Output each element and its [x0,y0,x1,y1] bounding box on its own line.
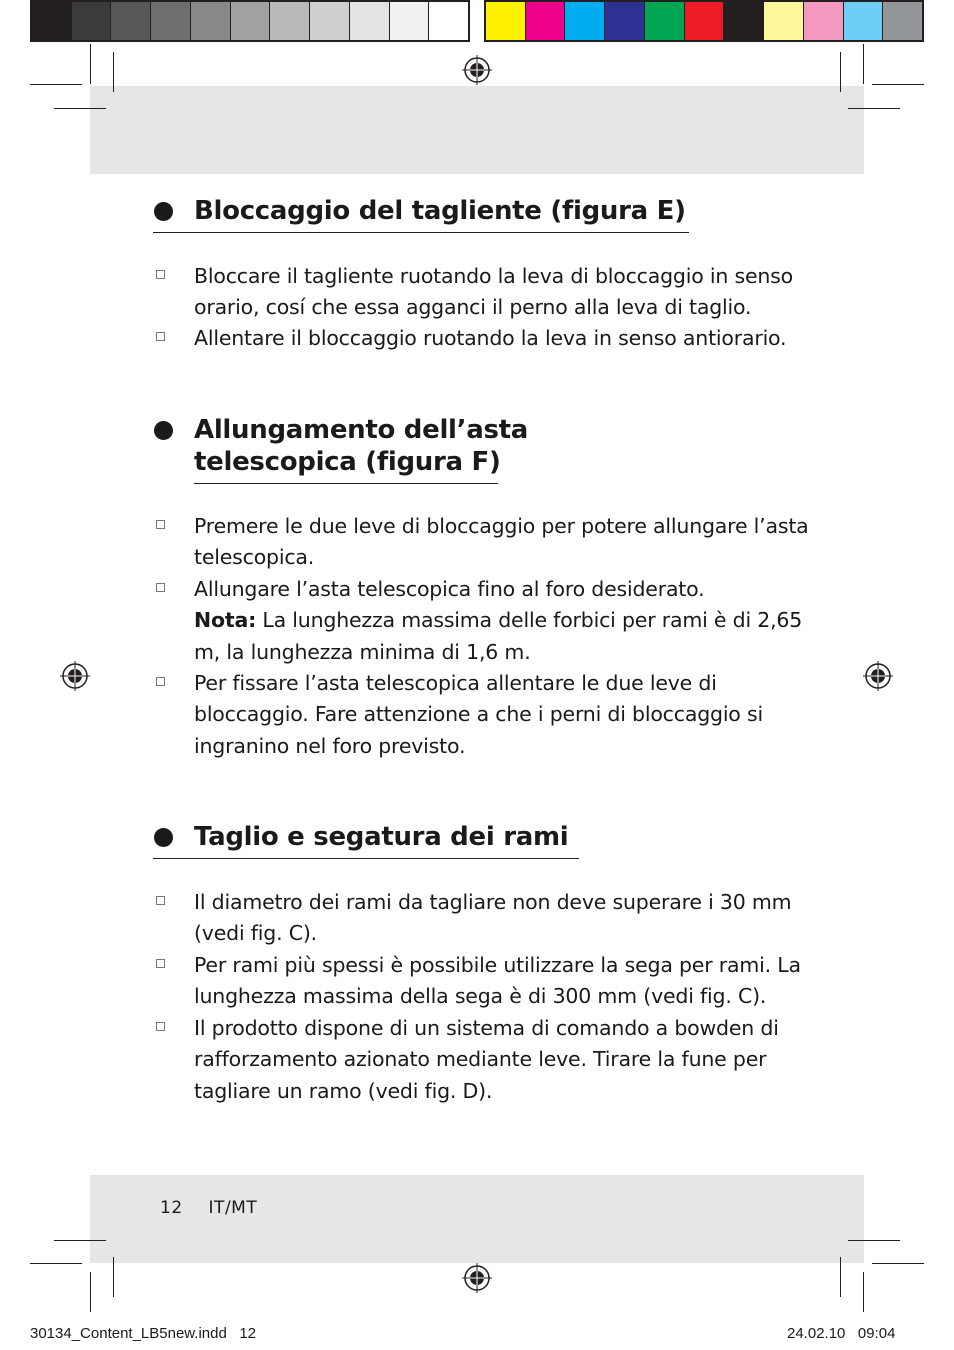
gray-swatch [390,2,430,40]
list-item [156,668,816,762]
gray-swatch [310,2,350,40]
gray-swatch [72,2,112,40]
list-item [156,261,816,324]
gray-swatch [231,2,271,40]
color-swatch [565,2,605,40]
color-swatch [685,2,725,40]
section-title: Taglio e segatura dei rami [194,822,569,852]
section-title-line: telescopica (figura F) [194,447,501,477]
list-item [156,511,816,574]
list-item [156,950,816,1013]
checkbox-icon [156,332,165,341]
checkbox-icon [156,520,165,529]
section-bullet-icon [154,421,173,440]
list-item-text: Il prodotto dispone di un sistema di comando a bowden di rafforzamento azionato mediante leve. Tirare la fune per tagliare un ramo (vedi fig. D). [194,1016,779,1103]
page-folio [160,1198,277,1218]
color-swatch [844,2,884,40]
color-swatch [486,2,526,40]
list-item-text: Allentare il bloccaggio ruotando la leva in senso antiorario. [194,326,787,350]
note-text: La lunghezza massima delle forbici per rami è di 2,65 m, la lunghezza minima di 1,6 m. [194,608,803,664]
color-swatch [526,2,566,40]
list-item-text-main: Allungare l’asta telescopica fino al foro desiderato. [194,577,705,601]
list-item [156,1013,816,1107]
crop-mark [113,52,114,92]
title-underline [153,858,579,859]
list-item-text [194,574,816,668]
page-number: 12 [160,1198,183,1218]
crop-mark [840,52,841,92]
list-item [156,323,816,354]
process-color-bar [484,0,924,42]
note-label: Nota: [194,608,257,633]
checkbox-icon [156,959,165,968]
crop-mark [90,44,91,84]
slug-datetime: 24.02.10 09:04 [787,1325,896,1342]
list-item-text: Il diametro dei rami da tagliare non deve superare i 30 mm (vedi fig. C). [194,890,792,946]
crop-mark [90,1272,91,1312]
crop-mark [113,1257,114,1297]
section-title: Bloccaggio del tagliente (figura E) [194,196,686,226]
gray-swatch [429,2,468,40]
slug-file: 30134_Content_LB5new.indd 12 [30,1325,257,1342]
title-underline [153,232,689,233]
gray-swatch [111,2,151,40]
list-item-text: Per rami più spessi è possibile utilizzare la sega per rami. La lunghezza massima della sega è di 300 mm (vedi fig. C). [194,953,801,1009]
registration-mark-icon [462,55,492,85]
list-item-text: Per fissare l’asta telescopica allentare le due leve di bloccaggio. Fare attenzione a che i perni di bloccaggio si ingranino nel foro previsto. [194,671,763,758]
section-bullet-icon [154,828,173,847]
footer-band [90,1175,864,1263]
header-band [90,86,864,174]
list-item [156,887,816,950]
crop-mark [848,108,900,109]
checkbox-icon [156,677,165,686]
checkbox-icon [156,270,165,279]
gray-swatch [350,2,390,40]
registration-mark-icon [462,1263,492,1293]
checkbox-icon [156,1022,165,1031]
list-item-text: Bloccare il tagliente ruotando la leva di bloccaggio in senso orario, cosí che essa agganci il perno alla leva di taglio. [194,264,793,320]
color-swatch [724,2,764,40]
gray-swatch [191,2,231,40]
crop-mark [840,1257,841,1297]
crop-mark [872,1263,924,1264]
crop-mark [848,1240,900,1241]
gray-swatch [32,2,72,40]
crop-mark [54,1240,106,1241]
section-bullet-icon [154,202,173,221]
language-code: IT/MT [208,1198,258,1218]
crop-mark [30,1263,82,1264]
section-title [194,414,528,478]
checkbox-icon [156,583,165,592]
gray-swatch [270,2,310,40]
title-underline [194,483,498,484]
color-swatch [645,2,685,40]
section-title-line: Allungamento dell’asta [194,415,529,445]
list-item [156,574,816,668]
registration-mark-icon [863,661,893,691]
color-swatch [883,2,922,40]
crop-mark [872,84,924,85]
list-item-text: Premere le due leve di bloccaggio per potere allungare l’asta telescopica. [194,514,809,570]
checkbox-icon [156,896,165,905]
crop-mark [30,84,82,85]
color-swatch [605,2,645,40]
color-swatch [804,2,844,40]
crop-mark [54,108,106,109]
registration-mark-icon [60,661,90,691]
color-swatch [764,2,804,40]
grayscale-color-bar [30,0,470,42]
crop-mark [863,44,864,84]
crop-mark [863,1272,864,1312]
gray-swatch [151,2,191,40]
